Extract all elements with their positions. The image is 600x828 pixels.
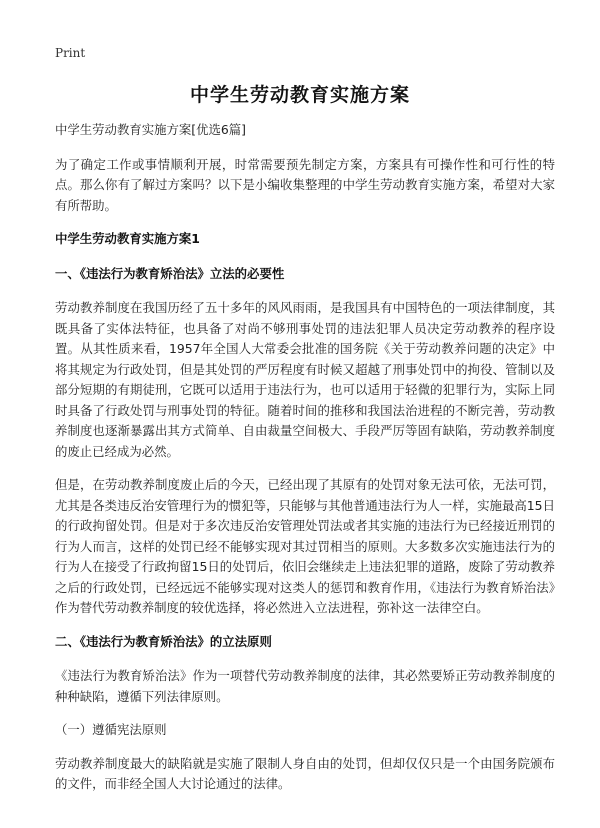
subsection1-paragraph-1: 劳动教养制度最大的缺陷就是实施了限制人身自由的处罚，但却仅仅只是一个由国务院颁布的文件，而非经全国人大讨论通过的法律。 (55, 755, 555, 791)
page-title: 中学生劳动教育实施方案 (189, 84, 410, 106)
intro-paragraph: 为了确定工作或事情顺利开展，时常需要预先制定方案，方案具有可操作性和可行性的特点。那么你有了解过方案吗？以下是小编收集整理的中学生劳动教育实施方案，希望对大家有所帮助。 (55, 156, 555, 213)
part-heading: 中学生劳动教育实施方案1 (55, 231, 200, 246)
section2-heading: 二、《违法行为教育矫治法》的立法原则 (55, 633, 272, 649)
document-body (55, 120, 555, 808)
section1-paragraph-1: 劳动教养制度在我国历经了五十多年的风风雨雨，是我国具有中国特色的一项法律制度，其既具备了实体法特征，也具备了对尚不够刑事处罚的违法犯罪人员决定劳动教养的程序设置。从其性质来看，1957年全国人大常委会批准的国务院《关于劳动教养问题的决定》中将其规定为行政处罚，但是其处罚的严厉程度有时候又超越了刑事处罚中的拘役、管制以及部分短期的有期徒刑，它既可以适用于违法行为，也可以适用于轻微的犯罪行为，实际上同时具备了行政处罚与刑事处罚的特征。随着时间的推移和我国法治进程的不断完善，劳动教养制度也逐渐暴露出其方式简单、自由裁量空间极大、手段严厉等固有缺陷，劳动教养制度的废止已经成为必然。 (55, 300, 555, 459)
section1-paragraph-2: 但是，在劳动教养制度废止后的今天，已经出现了其原有的处罚对象无法可依，无法可罚，尤其是各类违反治安管理行为的惯犯等，只能够与其他普通违法行为人一样，实施最高15日的行政拘留处罚。但是对于多次违反治安管理处罚法或者其实施的违法行为已经接近刑罚的行为人而言，这样的处罚已经不能够实现对其过罚相当的原则。大多数多次实施违法行为的行为人在接受了行政拘留15日的处罚后，依旧会继续走上违法犯罪的道路，废除了劳动教养之后的行政处罚，已经远远不能够实现对这类人的惩罚和教育作用，《违法行为教育矫治法》作为替代劳动教养制度的较优选择，将必然进入立法进程，弥补这一法律空白。 (55, 477, 555, 615)
subsection1-heading: （一）遵循宪法原则 (55, 722, 167, 737)
section1-heading: 一、《违法行为教育矫治法》立法的必要性 (55, 265, 285, 281)
print-link[interactable]: Print (55, 46, 86, 60)
section2-paragraph-1: 《违法行为教育矫治法》作为一项替代劳动教养制度的法律，其必然要矫正劳动教养制度的种种缺陷，遵循下列法律原则。 (55, 668, 555, 704)
document-subtitle: 中学生劳动教育实施方案[优选6篇] (55, 122, 247, 137)
